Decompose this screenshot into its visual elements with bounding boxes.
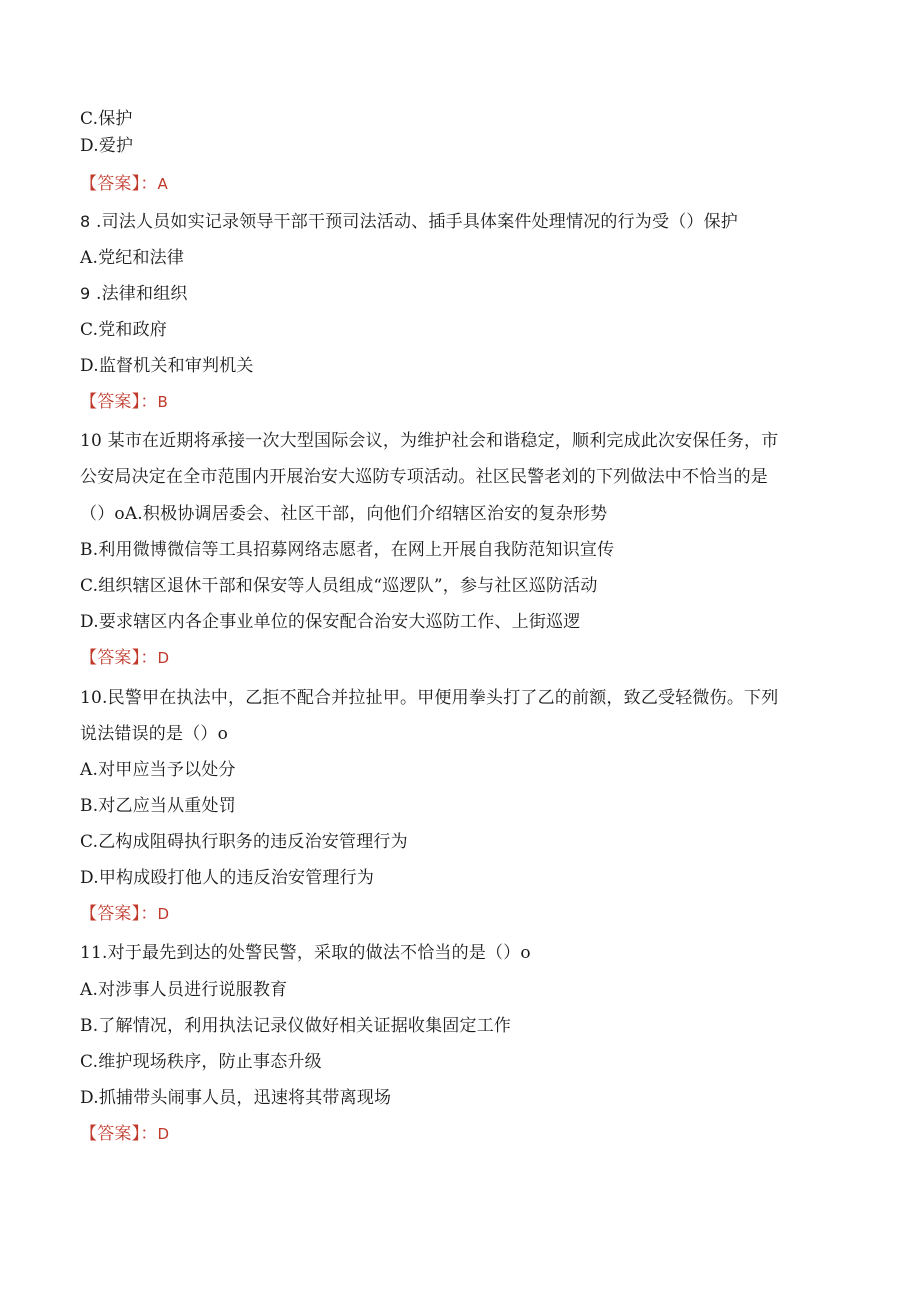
option-number: 9 (80, 284, 91, 303)
q7-option-d: D.爱护 (80, 136, 134, 156)
answer-separator: ： (140, 392, 158, 412)
answer-value: B (157, 393, 169, 411)
answer-value: D (157, 649, 170, 667)
q10b-option-c: C.乙构成阻碍执行职务的违反治安管理行为 (80, 832, 408, 852)
answer-label: 【答案】 (80, 174, 141, 194)
q7-answer (80, 173, 168, 195)
q10a-stem-line-2: 公安局决定在全市范围内开展治安大巡防专项活动。社区民警老刘的下列做法中不恰当的是 (80, 467, 768, 487)
answer-label: 【答案】 (80, 648, 141, 668)
answer-separator: ： (140, 904, 158, 924)
q10a-option-b: B.利用微博微信等工具招募网络志愿者，在网上开展自我防范知识宣传 (80, 540, 615, 560)
answer-label: 【答案】 (80, 904, 141, 924)
answer-label: 【答案】 (80, 1124, 141, 1144)
answer-value: A (157, 175, 168, 193)
question-number: 8 (80, 212, 91, 231)
q10a-option-c: C.组织辖区退休干部和保安等人员组成“巡逻队”，参与社区巡防活动 (80, 576, 598, 596)
q10a-stem-line-3: （）oA.积极协调居委会、社区干部，向他们介绍辖区治安的复杂形势 (80, 504, 608, 524)
q11-stem: 11.对于最先到达的处警民警，采取的做法不恰当的是（）o (80, 943, 531, 963)
q10b-option-b: B.对乙应当从重处罚 (80, 796, 236, 816)
answer-label: 【答案】 (80, 392, 141, 412)
q10b-option-d: D.甲构成殴打他人的违反治安管理行为 (80, 868, 375, 888)
q11-option-d: D.抓捕带头闹事人员，迅速将其带离现场 (80, 1088, 392, 1108)
question-text: .司法人员如实记录领导干部干预司法活动、插手具体案件处理情况的行为受（）保护 (90, 212, 738, 232)
q11-answer (80, 1123, 169, 1145)
answer-separator: ： (140, 648, 158, 668)
q10a-answer (80, 647, 169, 669)
q10b-answer (80, 903, 169, 925)
q7-option-c: C.保护 (80, 109, 133, 129)
answer-separator: ： (140, 1124, 158, 1144)
q10b-option-a: A.对甲应当予以处分 (80, 760, 236, 780)
q8-stem (80, 211, 738, 233)
q8-option-d: D.监督机关和审判机关 (80, 356, 254, 376)
q10b-stem-line-2: 说法错误的是（）o (80, 724, 229, 744)
q11-option-b: B.了解情况，利用执法记录仪做好相关证据收集固定工作 (80, 1016, 512, 1036)
answer-value: D (157, 1125, 170, 1143)
q8-option-b (80, 283, 188, 305)
q10a-stem-line-1: 10 某市在近期将承接一次大型国际会议，为维护社会和谐稳定，顺利完成此次安保任务，市 (80, 431, 779, 451)
answer-separator: ： (140, 174, 158, 194)
q8-option-c: C.党和政府 (80, 320, 168, 340)
q11-option-a: A.对涉事人员进行说服教育 (80, 980, 288, 1000)
answer-value: D (157, 905, 170, 923)
q10b-stem-line-1: 10.民警甲在执法中，乙拒不配合并拉扯甲。甲便用拳头打了乙的前额，致乙受轻微伤。下列 (80, 688, 779, 708)
q10a-option-d: D.要求辖区内各企事业单位的保安配合治安大巡防工作、上街巡逻 (80, 612, 581, 632)
q11-option-c: C.维护现场秩序，防止事态升级 (80, 1052, 322, 1072)
q8-option-a: A.党纪和法律 (80, 248, 185, 268)
option-text: .法律和组织 (90, 284, 188, 304)
q8-answer (80, 391, 168, 413)
